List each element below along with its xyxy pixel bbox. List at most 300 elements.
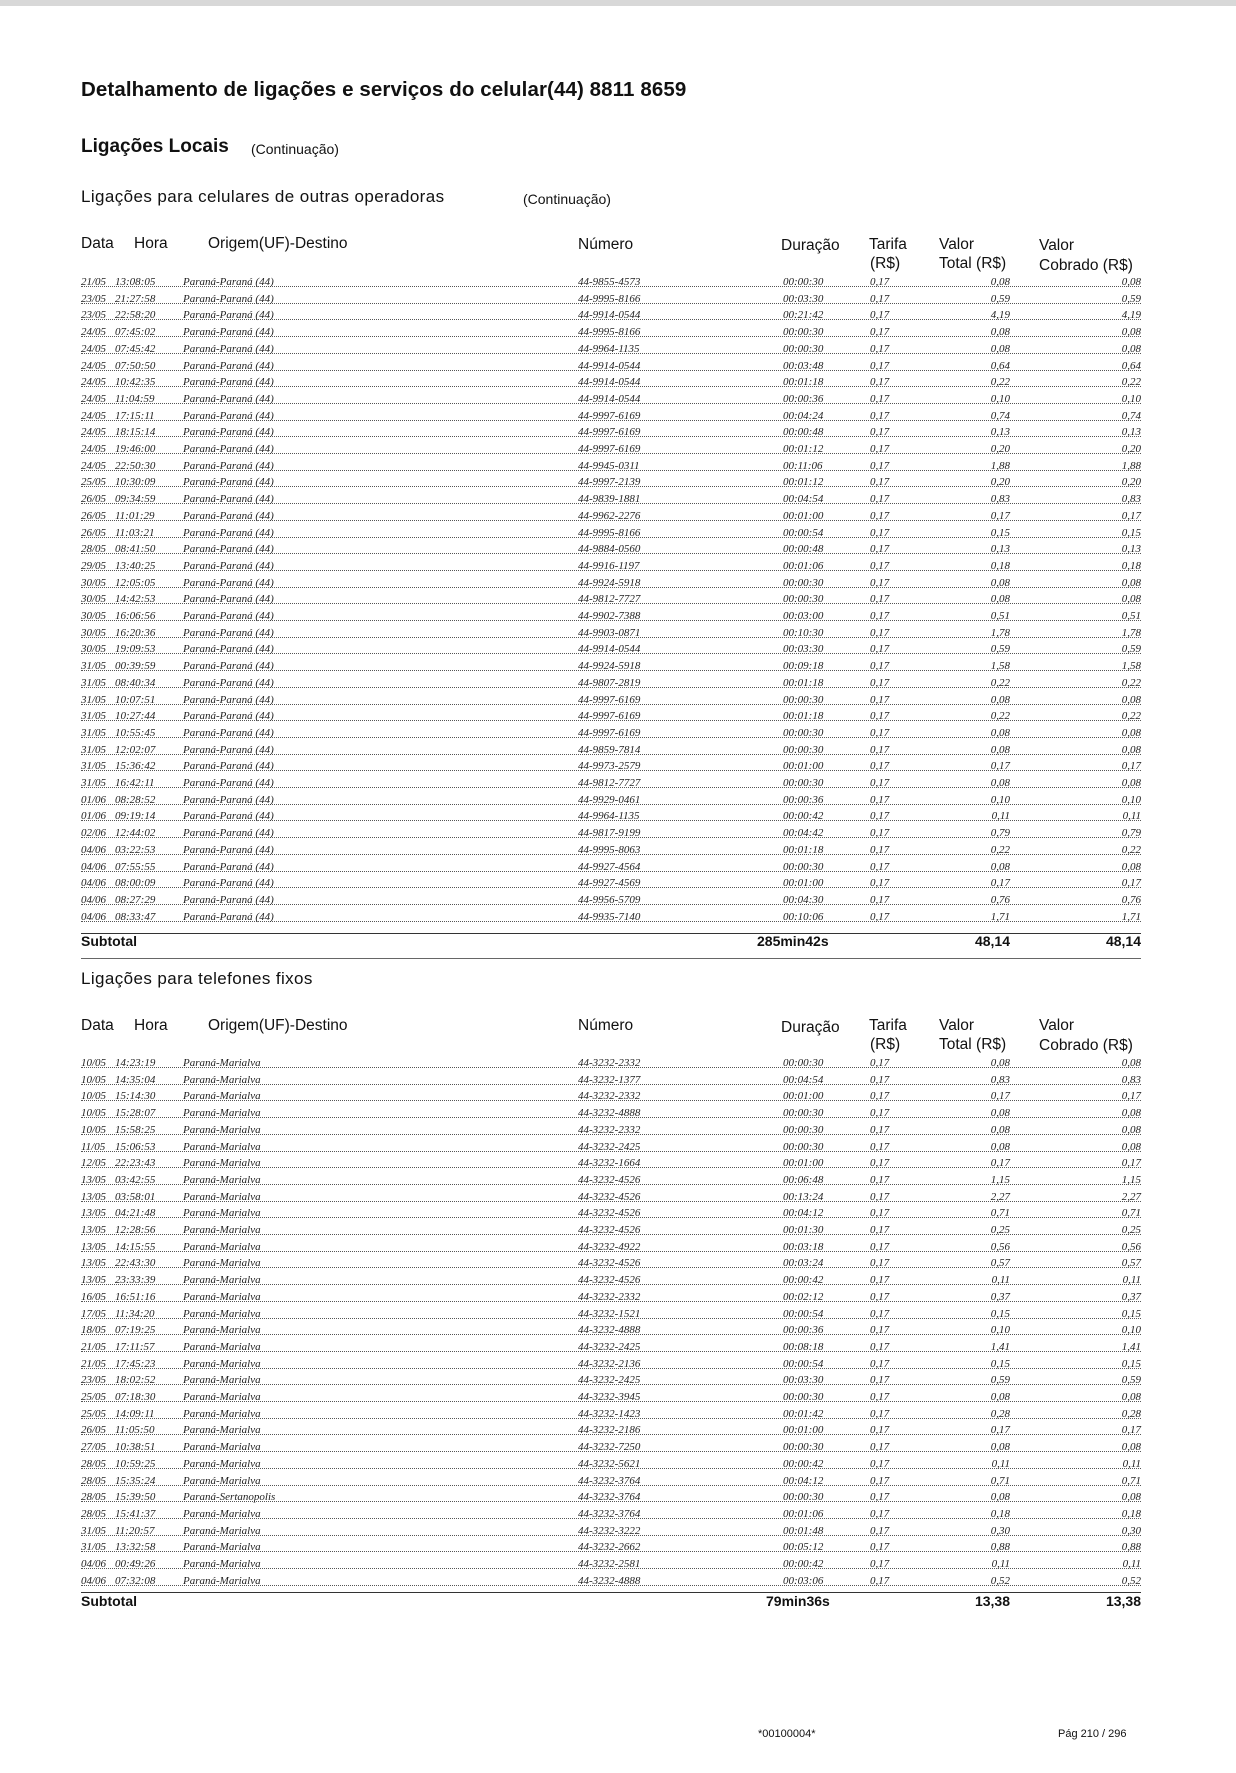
row-tarifa: 0,17	[870, 526, 890, 539]
row-valor-total: 0,25	[990, 1224, 1010, 1236]
table-row	[0, 441, 1236, 458]
row-duracao: 00:06:48	[783, 1173, 824, 1186]
row-valor-total: 0,17	[990, 509, 1010, 522]
row-duracao: 00:01:30	[783, 1224, 824, 1236]
row-tarifa: 0,17	[870, 1558, 890, 1570]
row-valor-cobrado: 1,78	[1121, 626, 1141, 639]
row-numero: 44-3232-4526	[578, 1274, 641, 1287]
row-valor-cobrado: 0,08	[1121, 1391, 1141, 1403]
col-duracao: Duração	[781, 1019, 840, 1036]
table-row	[0, 1489, 1236, 1506]
row-data: 31/05	[81, 693, 107, 706]
table-row	[0, 491, 1236, 508]
row-duracao: 00:00:42	[783, 1558, 824, 1570]
row-data: 28/05	[81, 543, 107, 556]
row-duracao: 00:02:12	[783, 1290, 824, 1303]
row-origem: Paraná-Marialva	[183, 1391, 261, 1403]
row-data: 04/06	[81, 843, 107, 856]
row-tarifa: 0,17	[870, 793, 890, 806]
row-origem: Paraná-Marialva	[183, 1524, 261, 1537]
row-hora: 11:01:29	[115, 509, 155, 522]
row-valor-cobrado: 0,52	[1121, 1574, 1141, 1587]
row-origem: Paraná-Paraná (44)	[183, 326, 274, 339]
table-row	[0, 1356, 1236, 1373]
row-valor-total: 0,08	[990, 1140, 1010, 1153]
row-duracao: 00:03:30	[783, 1374, 824, 1387]
row-hora: 12:05:05	[115, 576, 156, 589]
row-numero: 44-3232-2332	[578, 1123, 641, 1136]
row-numero: 44-9995-8063	[578, 843, 641, 856]
row-data: 13/05	[81, 1173, 107, 1186]
row-valor-total: 0,08	[990, 1441, 1010, 1454]
row-duracao: 00:00:42	[783, 1274, 824, 1287]
table-row	[0, 458, 1236, 475]
row-numero: 44-3232-4526	[578, 1207, 641, 1220]
row-valor-cobrado: 0,74	[1121, 409, 1141, 422]
page-title: Detalhamento de ligações e serviços do celular(44) 8811 8659	[81, 78, 687, 101]
row-data: 13/05	[81, 1274, 107, 1287]
row-origem: Paraná-Paraná (44)	[183, 793, 274, 806]
row-valor-cobrado: 0,11	[1122, 810, 1141, 823]
row-valor-cobrado: 0,13	[1121, 543, 1141, 556]
row-tarifa: 0,17	[870, 1541, 890, 1554]
row-data: 10/05	[81, 1107, 107, 1120]
row-hora: 12:28:56	[115, 1224, 156, 1236]
table-title-celulares: Ligações para celulares de outras operadoras	[81, 187, 445, 206]
row-numero: 44-9807-2819	[578, 676, 641, 689]
row-valor-total: 0,17	[990, 1157, 1010, 1170]
table-row	[0, 541, 1236, 558]
row-origem: Paraná-Marialva	[183, 1190, 261, 1203]
row-origem: Paraná-Paraná (44)	[183, 660, 274, 673]
row-numero: 44-9839-1881	[578, 493, 641, 506]
row-origem: Paraná-Paraná (44)	[183, 392, 274, 405]
row-duracao: 00:00:30	[783, 1491, 824, 1504]
row-duracao: 00:00:30	[783, 777, 824, 789]
row-valor-cobrado: 0,11	[1122, 1558, 1141, 1570]
row-valor-cobrado: 0,17	[1121, 1424, 1141, 1437]
row-numero: 44-9962-2276	[578, 509, 641, 522]
row-tarifa: 0,17	[870, 1224, 890, 1236]
row-origem: Paraná-Marialva	[183, 1290, 261, 1303]
row-origem: Paraná-Paraná (44)	[183, 843, 274, 856]
subtotal-label: Subtotal	[81, 933, 137, 949]
row-numero: 44-9997-2139	[578, 476, 641, 489]
row-data: 24/05	[81, 342, 107, 355]
row-numero: 44-3232-2332	[578, 1090, 641, 1103]
row-data: 26/05	[81, 1424, 107, 1437]
row-numero: 44-9997-6169	[578, 409, 641, 422]
row-valor-total: 0,18	[990, 1507, 1010, 1520]
row-valor-total: 0,08	[990, 342, 1010, 355]
row-numero: 44-9997-6169	[578, 710, 641, 723]
row-numero: 44-9914-0544	[578, 359, 641, 372]
row-origem: Paraná-Paraná (44)	[183, 676, 274, 689]
row-origem: Paraná-Paraná (44)	[183, 409, 274, 422]
row-duracao: 00:00:30	[783, 1107, 824, 1120]
row-hora: 15:41:37	[115, 1507, 156, 1520]
row-tarifa: 0,17	[870, 676, 890, 689]
row-origem: Paraná-Marialva	[183, 1441, 261, 1454]
col-valor-cobrado: Valor	[1039, 237, 1075, 254]
row-duracao: 00:03:06	[783, 1574, 824, 1587]
row-tarifa: 0,17	[870, 1057, 890, 1069]
row-numero: 44-3232-7250	[578, 1441, 641, 1454]
row-duracao: 00:00:30	[783, 276, 824, 288]
col-data: Data	[81, 235, 114, 252]
row-tarifa: 0,17	[870, 860, 890, 873]
row-origem: Paraná-Paraná (44)	[183, 476, 274, 489]
row-valor-total: 0,71	[990, 1474, 1010, 1487]
row-origem: Paraná-Marialva	[183, 1090, 261, 1103]
row-hora: 03:42:55	[115, 1173, 156, 1186]
row-valor-total: 0,51	[990, 610, 1010, 622]
row-tarifa: 0,17	[870, 493, 890, 506]
row-numero: 44-9997-6169	[578, 693, 641, 706]
row-valor-total: 0,79	[990, 827, 1010, 840]
table-row	[0, 1422, 1236, 1439]
row-hora: 22:58:20	[115, 309, 156, 322]
row-origem: Paraná-Paraná (44)	[183, 559, 274, 572]
row-valor-total: 0,08	[990, 326, 1010, 339]
row-numero: 44-3232-2425	[578, 1140, 641, 1153]
row-tarifa: 0,17	[870, 593, 890, 606]
row-hora: 18:15:14	[115, 426, 156, 439]
row-valor-cobrado: 0,10	[1121, 392, 1141, 405]
row-valor-total: 0,08	[990, 1057, 1010, 1069]
col-data: Data	[81, 1017, 114, 1034]
row-valor-cobrado: 0,08	[1121, 1123, 1141, 1136]
row-data: 28/05	[81, 1474, 107, 1487]
row-valor-total: 0,22	[990, 676, 1010, 689]
row-hora: 11:04:59	[115, 392, 155, 405]
table-row	[0, 909, 1236, 926]
col-numero: Número	[578, 236, 634, 253]
row-numero: 44-9997-6169	[578, 443, 641, 455]
row-valor-total: 0,17	[990, 1424, 1010, 1437]
row-tarifa: 0,17	[870, 1574, 890, 1587]
table-row	[0, 1523, 1236, 1540]
row-data: 30/05	[81, 576, 107, 589]
row-valor-total: 0,10	[990, 1324, 1010, 1337]
row-hora: 10:38:51	[115, 1441, 156, 1454]
row-numero: 44-3232-4922	[578, 1240, 641, 1253]
row-valor-total: 0,20	[990, 476, 1010, 489]
row-duracao: 00:00:30	[783, 1140, 824, 1153]
row-origem: Paraná-Marialva	[183, 1574, 261, 1587]
row-origem: Paraná-Paraná (44)	[183, 309, 274, 322]
row-tarifa: 0,17	[870, 610, 890, 622]
row-data: 13/05	[81, 1190, 107, 1203]
row-duracao: 00:10:30	[783, 626, 824, 639]
row-valor-total: 0,30	[990, 1524, 1010, 1537]
table-row	[0, 1389, 1236, 1406]
row-hora: 15:36:42	[115, 760, 156, 773]
row-origem: Paraná-Paraná (44)	[183, 359, 274, 372]
row-tarifa: 0,17	[870, 292, 890, 305]
row-hora: 15:28:07	[115, 1107, 156, 1120]
row-valor-cobrado: 0,88	[1121, 1541, 1141, 1554]
row-duracao: 00:03:30	[783, 643, 824, 656]
row-data: 04/06	[81, 1558, 107, 1570]
row-origem: Paraná-Sertanopolis	[183, 1491, 276, 1504]
row-hora: 11:05:50	[115, 1424, 155, 1437]
row-hora: 04:21:48	[115, 1207, 156, 1220]
row-duracao: 00:00:42	[783, 810, 824, 823]
row-hora: 17:11:57	[115, 1340, 155, 1353]
table-row	[0, 1289, 1236, 1306]
row-hora: 10:27:44	[115, 710, 156, 723]
row-duracao: 00:10:06	[783, 910, 824, 923]
row-duracao: 00:00:30	[783, 726, 824, 739]
row-valor-total: 0,64	[990, 359, 1010, 372]
row-numero: 44-3232-2425	[578, 1340, 641, 1353]
row-valor-cobrado: 0,08	[1121, 726, 1141, 739]
row-data: 21/05	[81, 1340, 107, 1353]
row-valor-total: 0,17	[990, 1090, 1010, 1103]
row-origem: Paraná-Paraná (44)	[183, 459, 274, 472]
row-origem: Paraná-Marialva	[183, 1224, 261, 1236]
row-numero: 44-9997-6169	[578, 726, 641, 739]
row-data: 24/05	[81, 392, 107, 405]
row-hora: 10:55:45	[115, 726, 156, 739]
row-data: 04/06	[81, 910, 107, 923]
row-origem: Paraná-Paraná (44)	[183, 910, 274, 923]
row-hora: 19:46:00	[115, 443, 156, 455]
row-hora: 11:20:57	[115, 1524, 155, 1537]
row-valor-total: 0,08	[990, 777, 1010, 789]
row-valor-total: 0,08	[990, 276, 1010, 288]
table-row	[0, 291, 1236, 308]
row-duracao: 00:04:12	[783, 1207, 824, 1220]
row-tarifa: 0,17	[870, 1374, 890, 1387]
row-origem: Paraná-Marialva	[183, 1207, 261, 1220]
table-row	[0, 792, 1236, 809]
row-tarifa: 0,17	[870, 626, 890, 639]
row-valor-cobrado: 0,56	[1121, 1240, 1141, 1253]
row-origem: Paraná-Marialva	[183, 1407, 261, 1420]
row-valor-cobrado: 0,79	[1121, 827, 1141, 840]
row-tarifa: 0,17	[870, 1357, 890, 1370]
row-tarifa: 0,17	[870, 459, 890, 472]
row-data: 25/05	[81, 1407, 107, 1420]
row-origem: Paraná-Paraná (44)	[183, 443, 274, 455]
row-numero: 44-9903-0871	[578, 626, 641, 639]
row-valor-cobrado: 2,27	[1121, 1190, 1141, 1203]
col-valor-total: Valor	[939, 1017, 975, 1034]
row-valor-cobrado: 0,76	[1121, 893, 1141, 906]
row-valor-total: 0,10	[990, 793, 1010, 806]
table-row	[0, 1172, 1236, 1189]
row-tarifa: 0,17	[870, 576, 890, 589]
row-tarifa: 0,17	[870, 1407, 890, 1420]
row-origem: Paraná-Marialva	[183, 1541, 261, 1554]
row-valor-cobrado: 1,15	[1121, 1173, 1141, 1186]
row-duracao: 00:01:00	[783, 877, 824, 890]
table-row	[0, 1473, 1236, 1490]
table-row	[0, 558, 1236, 575]
row-tarifa: 0,17	[870, 743, 890, 756]
row-origem: Paraná-Marialva	[183, 1507, 261, 1520]
row-hora: 10:30:09	[115, 476, 156, 489]
row-origem: Paraná-Paraná (44)	[183, 810, 274, 823]
table-row	[0, 1406, 1236, 1423]
row-valor-total: 0,17	[990, 877, 1010, 890]
row-numero: 44-9964-1135	[578, 810, 640, 823]
row-duracao: 00:04:30	[783, 893, 824, 906]
row-tarifa: 0,17	[870, 392, 890, 405]
row-valor-cobrado: 0,08	[1121, 276, 1141, 288]
row-tarifa: 0,17	[870, 326, 890, 339]
row-tarifa: 0,17	[870, 1457, 890, 1470]
row-valor-total: 0,08	[990, 1123, 1010, 1136]
row-numero: 44-9914-0544	[578, 309, 641, 322]
row-hora: 17:15:11	[115, 409, 155, 422]
row-valor-total: 0,10	[990, 392, 1010, 405]
row-data: 01/06	[81, 810, 107, 823]
row-tarifa: 0,17	[870, 409, 890, 422]
row-data: 26/05	[81, 493, 107, 506]
row-duracao: 00:00:54	[783, 1357, 824, 1370]
row-tarifa: 0,17	[870, 1507, 890, 1520]
row-duracao: 00:03:30	[783, 292, 824, 305]
row-valor-cobrado: 0,08	[1121, 860, 1141, 873]
row-valor-cobrado: 1,41	[1121, 1340, 1141, 1353]
row-data: 21/05	[81, 276, 107, 288]
row-origem: Paraná-Paraná (44)	[183, 576, 274, 589]
row-duracao: 00:00:30	[783, 1391, 824, 1403]
row-hora: 13:32:58	[115, 1541, 156, 1554]
row-data: 25/05	[81, 1391, 107, 1403]
row-valor-total: 0,52	[990, 1574, 1010, 1587]
row-tarifa: 0,17	[870, 359, 890, 372]
row-valor-total: 0,28	[990, 1407, 1010, 1420]
table-row	[0, 808, 1236, 825]
row-valor-cobrado: 0,83	[1121, 493, 1141, 506]
table-row	[0, 1239, 1236, 1256]
row-duracao: 00:00:42	[783, 1457, 824, 1470]
row-numero: 44-9924-5918	[578, 576, 641, 589]
row-origem: Paraná-Paraná (44)	[183, 426, 274, 439]
row-data: 11/05	[81, 1140, 106, 1153]
row-numero: 44-9812-7727	[578, 593, 641, 606]
row-tarifa: 0,17	[870, 910, 890, 923]
row-tarifa: 0,17	[870, 1240, 890, 1253]
row-data: 04/06	[81, 1574, 107, 1587]
row-valor-cobrado: 0,08	[1121, 593, 1141, 606]
row-valor-total: 0,20	[990, 443, 1010, 455]
row-tarifa: 0,17	[870, 777, 890, 789]
row-data: 10/05	[81, 1090, 107, 1103]
row-data: 23/05	[81, 1374, 107, 1387]
table-row	[0, 842, 1236, 859]
subtotal-label: Subtotal	[81, 1593, 137, 1609]
row-numero: 44-3232-4526	[578, 1190, 641, 1203]
row-numero: 44-9817-9199	[578, 827, 641, 840]
row-origem: Paraná-Marialva	[183, 1140, 261, 1153]
col-valor-total-2: Total (R$)	[939, 1036, 1007, 1053]
row-valor-cobrado: 0,59	[1121, 643, 1141, 656]
row-hora: 07:45:02	[115, 326, 156, 339]
row-origem: Paraná-Marialva	[183, 1123, 261, 1136]
row-numero: 44-3232-1664	[578, 1157, 641, 1170]
row-data: 24/05	[81, 376, 107, 389]
row-data: 31/05	[81, 1524, 107, 1537]
row-data: 24/05	[81, 426, 107, 439]
row-valor-cobrado: 0,17	[1121, 760, 1141, 773]
table-row	[0, 1372, 1236, 1389]
row-numero: 44-3232-2581	[578, 1558, 641, 1570]
row-valor-cobrado: 0,22	[1121, 376, 1141, 389]
row-valor-cobrado: 0,15	[1121, 1357, 1141, 1370]
col-tarifa: Tarifa	[869, 1017, 907, 1034]
row-data: 25/05	[81, 476, 107, 489]
table-row	[0, 892, 1236, 909]
row-tarifa: 0,17	[870, 342, 890, 355]
row-tarifa: 0,17	[870, 1524, 890, 1537]
row-duracao: 00:03:48	[783, 359, 824, 372]
col-valor-cobrado: Valor	[1039, 1017, 1075, 1034]
row-hora: 16:42:11	[115, 777, 155, 789]
row-valor-cobrado: 1,88	[1121, 459, 1141, 472]
row-valor-total: 0,15	[990, 526, 1010, 539]
row-valor-total: 0,08	[990, 1391, 1010, 1403]
row-data: 23/05	[81, 309, 107, 322]
row-hora: 16:06:56	[115, 610, 156, 622]
row-tarifa: 0,17	[870, 660, 890, 673]
row-hora: 10:42:35	[115, 376, 156, 389]
row-data: 28/05	[81, 1507, 107, 1520]
row-tarifa: 0,17	[870, 1424, 890, 1437]
row-tarifa: 0,17	[870, 1107, 890, 1120]
row-numero: 44-3232-4526	[578, 1173, 641, 1186]
row-hora: 08:28:52	[115, 793, 156, 806]
table-row	[0, 274, 1236, 291]
col-tarifa: Tarifa	[869, 236, 907, 253]
col-hora: Hora	[134, 1017, 168, 1034]
row-data: 04/06	[81, 877, 107, 890]
row-duracao: 00:00:54	[783, 526, 824, 539]
section-title: Ligações Locais	[81, 136, 229, 157]
row-hora: 15:39:50	[115, 1491, 156, 1504]
row-hora: 03:58:01	[115, 1190, 156, 1203]
row-tarifa: 0,17	[870, 1307, 890, 1320]
row-tarifa: 0,17	[870, 877, 890, 890]
row-valor-total: 0,11	[991, 1457, 1010, 1470]
row-numero: 44-9859-7814	[578, 743, 641, 756]
row-hora: 22:50:30	[115, 459, 156, 472]
table-row	[0, 1072, 1236, 1089]
row-duracao: 00:00:30	[783, 693, 824, 706]
row-valor-total: 0,59	[990, 292, 1010, 305]
row-valor-total: 0,13	[990, 543, 1010, 556]
row-valor-total: 0,08	[990, 693, 1010, 706]
row-valor-cobrado: 1,58	[1121, 660, 1141, 673]
row-valor-cobrado: 4,19	[1121, 309, 1141, 322]
table-row	[0, 1506, 1236, 1523]
row-data: 01/06	[81, 793, 107, 806]
row-valor-total: 0,57	[990, 1257, 1010, 1270]
row-numero: 44-9929-0461	[578, 793, 641, 806]
row-valor-total: 0,71	[990, 1207, 1010, 1220]
row-valor-total: 0,08	[990, 1491, 1010, 1504]
row-hora: 12:02:07	[115, 743, 156, 756]
row-valor-total: 0,11	[991, 810, 1010, 823]
subtotal-rule-bottom	[81, 958, 1141, 959]
row-tarifa: 0,17	[870, 1391, 890, 1403]
row-origem: Paraná-Paraná (44)	[183, 827, 274, 840]
row-numero: 44-9995-8166	[578, 292, 641, 305]
